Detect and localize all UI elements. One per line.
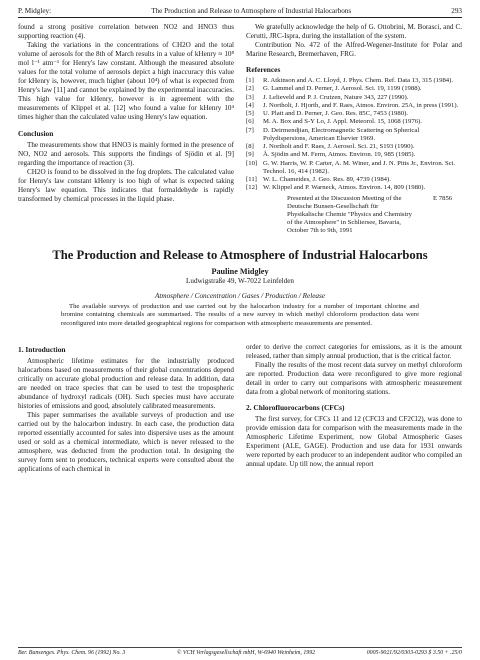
reference-number: [5]: [246, 110, 254, 118]
paragraph: The first survey, for CFCs 11 and 12 (CFCl3 and CF2Cl2), was done to provide emission data for comparison with the measurements made in the Atmospheric Lifetime Experiment, now Global Atmospheric Gases Experiment (ALE, GAGE). Production and use data for 1931 onwards were reported by each producer to an independent auditor who compiled an annual update. Up till now, the annual report: [246, 415, 462, 469]
reference-item: [246, 118, 462, 126]
paragraph: This paper summarises the available surveys of production and use carried out by the halocarbon industry. In each case, the production data reported essentially accounted for sales into dispersive uses as the amount used or sold as a chemical intermediate, which is never released to the atmosphere, was deducted from the production total. In designing the survey form sent to producers, technical experts were consulted about the applications of each chemical in: [18, 411, 234, 474]
reference-text: R. Atkinson and A. C. Lloyd, J. Phys. Chem. Ref. Data 13, 315 (1984).: [263, 77, 454, 85]
presented-text: Presented at the Discussion Meeting of the Deutsche Bunsen-Gesellschaft für Physikalische Chemie "Physics and Chemistry of the Atmosphere" in Schliersee, Bavaria, October 7th to 9th, 1991: [287, 194, 412, 235]
reference-item: [246, 102, 462, 110]
top-left-column: [18, 23, 234, 235]
references-heading: References: [246, 65, 281, 75]
reference-text: U. Platt and D. Perner, J. Geo. Res. 85C, 7453 (1980).: [263, 110, 408, 118]
paragraph: Atmospheric lifetime estimates for the industrially produced halocarbons based on measurements of their global concentrations depend critically on accurate global production and release data. In addition, data are needed on trace species that can be used to test the tropospheric abundance of hydroxyl radicals (OH). Such species must have accurate histories of emissions and good, absolutely calibrated measurements.: [18, 356, 234, 410]
article-code: E 7856: [433, 194, 453, 202]
reference-text: Å. Sjödin and M. Ferm, Atmos. Environ. 19, 985 (1985).: [263, 151, 416, 159]
page-footer: [18, 649, 462, 657]
reference-number: [12]: [246, 184, 258, 192]
journal-citation: Ber. Bunsenges. Phys. Chem. 96 (1992) No. 3: [18, 650, 126, 656]
reference-number: [7]: [246, 126, 254, 134]
reference-item: [246, 160, 462, 177]
reference-item: [246, 110, 462, 118]
reference-number: [3]: [246, 93, 254, 101]
author-address: Ludwigstraße 49, W-7022 Leinfelden: [185, 277, 295, 286]
abstract: [61, 303, 419, 328]
reference-item: [246, 184, 462, 192]
paragraph: found a strong positive correlation between NO2 and HNO3 thus supporting reaction (4).: [18, 23, 234, 41]
header-author: P. Midgley:: [18, 7, 52, 15]
paragraph: order to derive the correct categories for emissions, as it is the amount released, rather than simply annual production, that is the critical factor.: [246, 342, 462, 360]
article-price-code: 0005-9021/92/0303-0293 $ 3.50 + .25/0: [366, 650, 462, 656]
paragraph: CH2O is found to be dissolved in the fog droplets. The calculated value for Henry's law constant kHenry is too high of what is expected taking Henry's law equation. This indicates that formaldehyde is rapidly transformed by chemical processes in the liquid phase.: [18, 167, 234, 203]
article-title: The Production and Release to Atmosphere of Industrial Halocarbons: [52, 248, 428, 263]
footer-rule: [18, 647, 462, 648]
presented-note: [287, 195, 462, 235]
running-header: [18, 6, 462, 16]
introduction-heading: 1. Introduction: [18, 344, 66, 354]
reference-text: W. Klippel and P. Warneck, Atmos. Environ. 14, 809 (1980).: [263, 184, 426, 192]
reference-number: [2]: [246, 85, 254, 93]
acknowledgement: We gratefully acknowledge the help of G. Ottobrini, M. Borasci, and C. Cerutti, JRC-Ispra, during the installation of the system.: [246, 23, 462, 41]
paragraph: Taking the variations in the concentrations of CH2O and the total volume of aerosols for the 8th of March results in a value of kHenry ≈ 10⁸ mol l⁻¹ atm⁻¹ for Henry's law constant. Although the measured absolute values for the total volume of aerosols depict a high inaccuracy this value for kHenry is, however, much higher (about 10⁴) of what is expected from Henry's law [11] and cannot be explained by the experimental inaccuracies. This high value for kHenry, however is in agreement with the measurements of Klippel et al. [12] who found a value for kHenry 10⁴ times higher than the calculated value using Henry's law equation.: [18, 41, 234, 122]
reference-number: [11]: [246, 176, 257, 184]
abstract-text: The available surveys of production and use carried out by the halocarbon industry for a number of important chlorine and bromine containing chemicals are summarised. The results of a new survey in which methyl chloroform production data were reconfigured into more detailed geographical regions for comparison with atmospheric measurements are presented.: [61, 303, 419, 327]
reference-item: [246, 77, 462, 85]
reference-list: [246, 77, 462, 193]
header-rule: [18, 17, 462, 18]
reference-number: [4]: [246, 101, 254, 109]
contribution-note: Contribution No. 472 of the Alfred-Wegener-Institute for Polar and Marine Research, Bremerhaven, FRG.: [246, 41, 462, 59]
top-right-column: [246, 23, 462, 235]
cfc-heading: 2. Chlorofluorocarbons (CFCs): [246, 403, 345, 413]
page-number: 293: [451, 7, 462, 15]
reference-item: [246, 127, 462, 144]
reference-item: [246, 176, 462, 184]
publisher-line: © VCH Verlagsgesellschaft mbH, W-6940 Weinheim, 1992: [176, 650, 316, 656]
reference-number: [6]: [246, 118, 254, 126]
reference-text: W. L. Chameides, J. Geo. Res. 89, 4739 (1984).: [263, 176, 391, 184]
paragraph: The measurements show that HNO3 is mainly formed in the presence of NO, NO2 and aerosols. This supports the findings of Sjödin et al. [9] regarding the importance of reaction (3).: [18, 140, 234, 167]
reference-text: D. Deirmendjian, Electromagnetic Scattering on Spherical Polydispersions, American Elsevier 1969.: [263, 126, 420, 142]
reference-item: [246, 151, 462, 159]
reference-number: [9]: [246, 151, 254, 159]
reference-number: [10]: [246, 159, 258, 167]
bottom-right-column: [246, 343, 462, 475]
reference-number: [1]: [246, 77, 254, 85]
reference-text: G. W. Harris, W. P. Carter, A. M. Winer, and J. N. Pitts Jr., Environ. Sci. Technol. 16, 414 (1982).: [263, 159, 456, 175]
reference-text: M. A. Box and S-Y Lo, J. Appl. Meteorol. 15, 1068 (1976).: [263, 118, 422, 126]
conclusion-heading: Conclusion: [18, 128, 54, 138]
reference-text: J. Northolt, J. Hjorth, and F. Raes, Atmos. Environ. 25A, in press (1991).: [263, 101, 459, 109]
reference-item: [246, 94, 462, 102]
header-title: The Production and Release to Atmosphere of Industrial Halocarbons: [151, 7, 352, 15]
reference-item: [246, 85, 462, 93]
bottom-columns: [18, 343, 462, 475]
reference-text: G. Lammel and D. Perner, J. Aerosol. Sci. 19, 1199 (1988).: [263, 85, 422, 93]
paragraph: Finally the results of the most recent data survey on methyl chloroform are reported. Production data were reconfigured to give more regional detail in order to carry out comparisons with atmospheric measurement data from a global network of monitoring stations.: [246, 360, 462, 396]
reference-text: J. Northolt and F. Raes, J. Aerosol. Sci. 21, S193 (1990).: [263, 143, 415, 151]
top-columns: [18, 23, 462, 235]
bottom-left-column: [18, 343, 234, 475]
article-author: Pauline Midgley: [211, 267, 269, 277]
keywords: Atmosphere / Concentration / Gases / Production / Release: [155, 292, 325, 301]
reference-number: [8]: [246, 143, 254, 151]
reference-text: J. Lelieveld and P. J. Crutzen, Nature 343, 227 (1990).: [263, 93, 409, 101]
